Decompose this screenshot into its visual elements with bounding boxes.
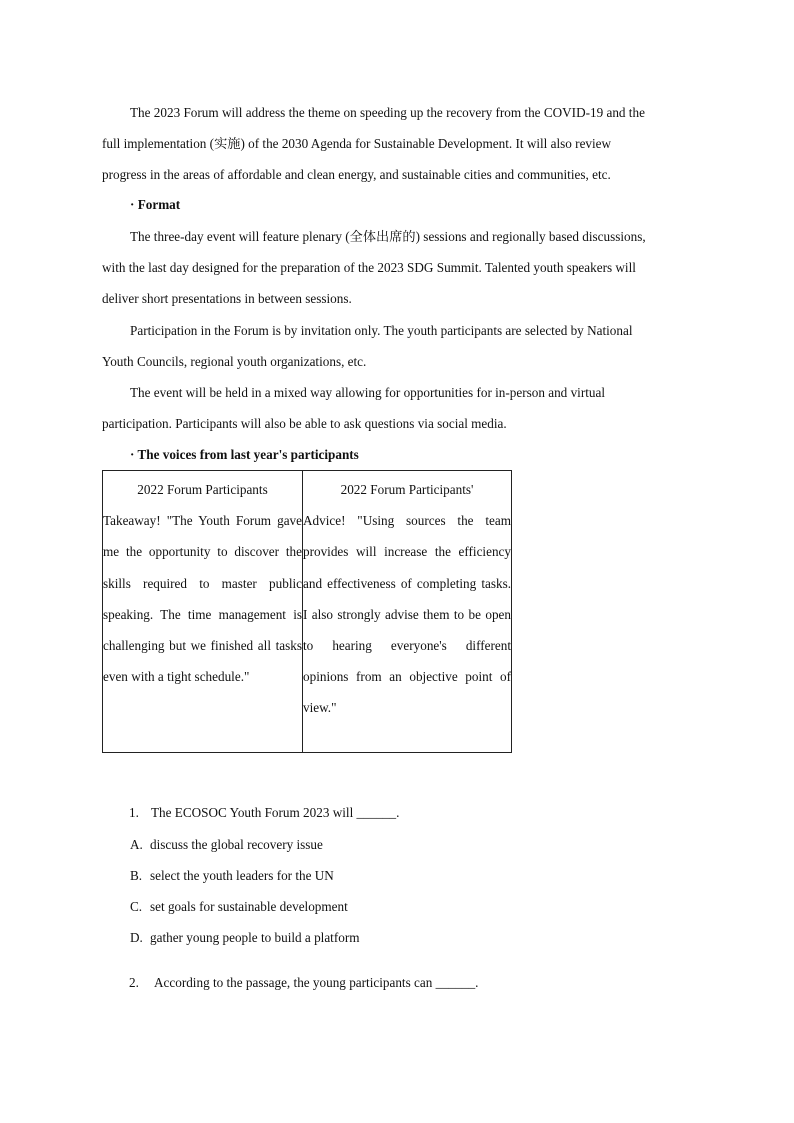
intro-line-1: The 2023 Forum will address the theme on speeding up the recovery from the COVID-19 and the bbox=[130, 105, 645, 120]
left-cell-title: 2022 Forum Participants bbox=[137, 482, 268, 497]
option-text: discuss the global recovery issue bbox=[150, 837, 323, 852]
left-cell-body: Takeaway! "The Youth Forum gave me the opportunity to discover the skills required to master public speaking. The time management is challenging but we finished all tasks even with a tight schedule." bbox=[103, 513, 302, 685]
question-1-option-b bbox=[130, 866, 334, 886]
voices-cell-right bbox=[303, 471, 512, 753]
format-paragraph-2 bbox=[102, 315, 692, 377]
voices-table-row bbox=[103, 471, 512, 753]
intro-line-3: progress in the areas of affordable and clean energy, and sustainable cities and communities, etc. bbox=[102, 167, 611, 183]
option-letter: B. bbox=[130, 868, 143, 883]
option-text: gather young people to build a platform bbox=[150, 930, 360, 945]
right-cell-body: Advice! "Using sources the team provides will increase the efficiency and effectiveness of completing tasks. I also strongly advise them to be open to hearing everyone's different opinions from an objective point of view." bbox=[303, 513, 511, 716]
question-1-option-a bbox=[130, 835, 323, 855]
option-letter: A. bbox=[130, 837, 143, 852]
question-1-stem: The ECOSOC Youth Forum 2023 will ______. bbox=[151, 805, 400, 820]
intro-line-2: full implementation (实施) of the 2030 Agenda for Sustainable Development. It will also review bbox=[102, 136, 612, 152]
question-2 bbox=[129, 973, 478, 993]
question-1-number: 1. bbox=[129, 805, 139, 820]
format-p1-line-2: with the last day designed for the preparation of the 2023 SDG Summit. Talented youth speakers will bbox=[102, 260, 636, 276]
format-paragraph-3 bbox=[102, 377, 692, 439]
format-p1-line-3: deliver short presentations in between sessions. bbox=[102, 291, 352, 307]
voices-table bbox=[102, 470, 512, 753]
question-2-number: 2. bbox=[129, 975, 139, 990]
option-letter: D. bbox=[130, 930, 143, 945]
question-2-stem: According to the passage, the young participants can ______. bbox=[154, 975, 479, 990]
format-paragraph-1 bbox=[102, 221, 692, 315]
format-p1-line-1: The three-day event will feature plenary (全体出席的) sessions and regionally based discussions, bbox=[130, 229, 646, 244]
format-p2-line-2: Youth Councils, regional youth organizations, etc. bbox=[102, 354, 367, 370]
right-cell-title: 2022 Forum Participants' bbox=[340, 482, 474, 497]
option-text: set goals for sustainable development bbox=[150, 899, 348, 914]
option-letter: C. bbox=[130, 899, 143, 914]
question-1-option-c bbox=[130, 897, 348, 917]
format-heading: · Format bbox=[130, 197, 181, 212]
intro-paragraph bbox=[102, 97, 692, 191]
question-1 bbox=[129, 803, 399, 823]
format-p2-line-1: Participation in the Forum is by invitation only. The youth participants are selected by National bbox=[130, 323, 633, 338]
voices-heading: · The voices from last year's participants bbox=[130, 447, 359, 462]
voices-cell-left bbox=[103, 471, 303, 753]
question-1-option-d bbox=[130, 928, 359, 948]
format-p3-line-1: The event will be held in a mixed way allowing for opportunities for in-person and virtual bbox=[130, 385, 605, 400]
format-p3-line-2: participation. Participants will also be able to ask questions via social media. bbox=[102, 416, 507, 432]
option-text: select the youth leaders for the UN bbox=[150, 868, 334, 883]
